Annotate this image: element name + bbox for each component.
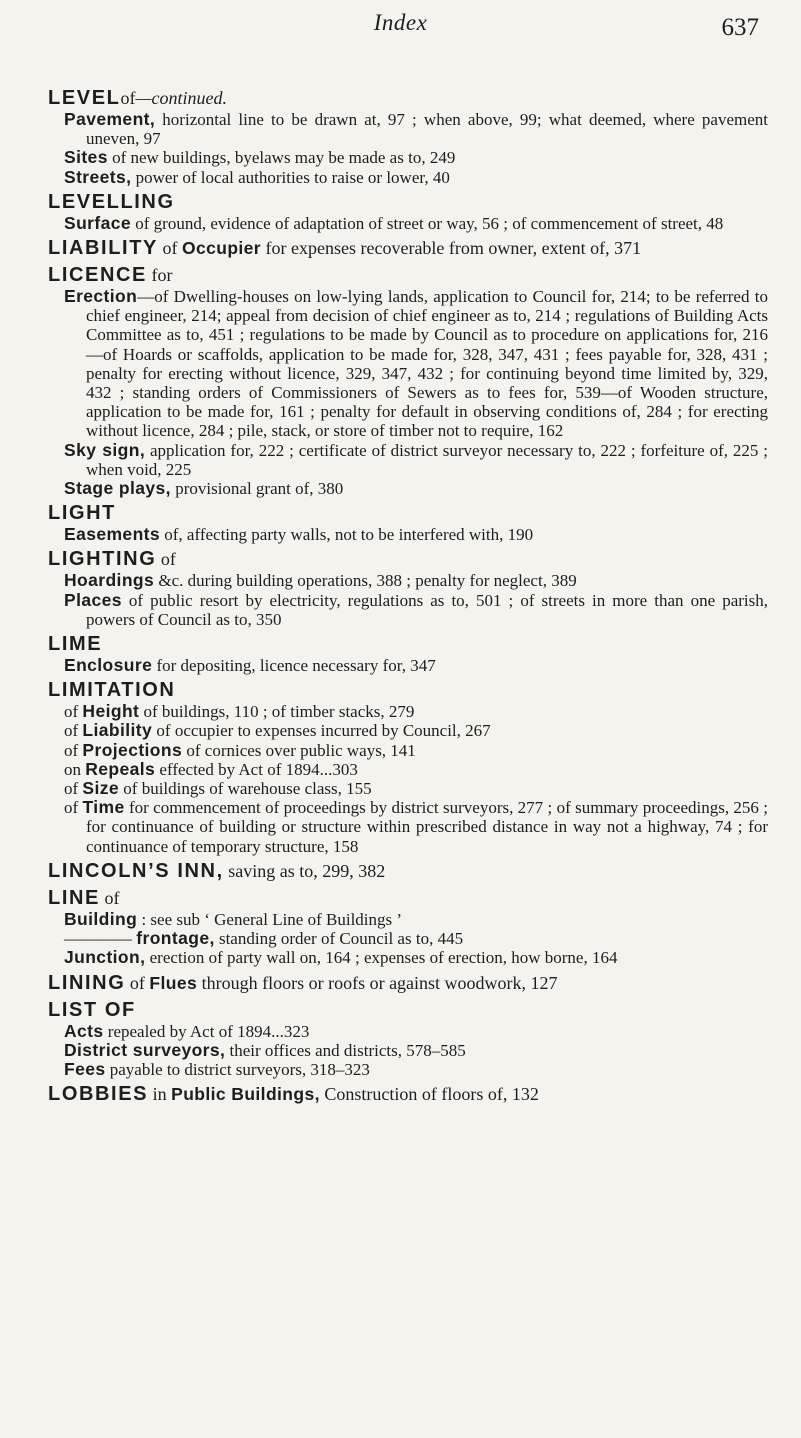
index-entry [64, 571, 768, 590]
index-heading [48, 190, 768, 214]
index-entry [64, 168, 768, 187]
heading-term: LEVEL [48, 87, 121, 109]
index-heading [48, 236, 768, 260]
heading-suffix: of [99, 887, 120, 908]
index-heading [48, 886, 768, 910]
entry-prefix: of [64, 779, 83, 799]
entry-text: : see sub ‘ General Line of Buildings ’ [137, 909, 403, 929]
index-group [48, 190, 768, 233]
index-group [48, 971, 768, 995]
index-entry [64, 479, 768, 498]
index-group [48, 263, 768, 498]
index-entry [64, 1041, 768, 1060]
entry-keyword: Building [64, 908, 138, 929]
heading-term: LOBBIES [48, 1083, 149, 1106]
entry-prefix: of [64, 702, 83, 722]
heading-suffix: of [120, 88, 136, 108]
index-group [48, 501, 768, 544]
index-entry [64, 760, 768, 779]
index-entry [64, 287, 768, 441]
entry-text: erection of party wall on, 164 ; expenses of erection, how borne, 164 [145, 948, 618, 968]
index-heading [48, 859, 768, 883]
entry-text: —of Dwelling-houses on low-lying lands, application to Council for, 214; to be referred to chief engineer, 214; appeal from decision of chief engineer as to, 214 ; regulations of Building Acts Committee as to, 451 ; regulations to be made by Council as to procedure on applications for, 216—of Hoards or scaffolds, application to be made for, 328, 347, 431 ; fees payable for, 328, 431 ; penalty for erecting without licence, 329, 347, 432 ; for continuing beyond time limited by, 329, 432 ; standing orders of Commissioners of Sewers as to fees for, 539—of Wooden structure, application to be made for, 161 ; penalty for default in observing conditions of, 284 ; for erecting without licence, 284 ; pile, stack, or store of timber not to require, 162 [86, 287, 768, 441]
heading-term: LIGHTING [48, 548, 157, 571]
index-entry [64, 441, 768, 479]
heading-term: LICENCE [48, 264, 147, 287]
entry-prefix: of [64, 798, 83, 818]
heading-term: LINING [48, 971, 126, 994]
index-entry [64, 591, 768, 629]
entry-keyword: Junction, [64, 947, 146, 968]
entry-keyword: frontage, [136, 928, 215, 949]
index-entry [64, 948, 768, 967]
index-group [48, 547, 768, 629]
index-entry [64, 148, 768, 167]
entry-prefix: of [64, 721, 83, 741]
heading-suffix: for [146, 265, 173, 286]
heading-term: LEVELLING [48, 190, 175, 213]
index-group [48, 86, 768, 187]
index-heading [48, 86, 768, 110]
entry-text: of, affecting party walls, not to be interfered with, 190 [160, 525, 534, 545]
entry-keyword: Sky sign, [64, 439, 146, 460]
heading-suffix: saving as to, 299, 382 [223, 860, 386, 881]
entry-text: application for, 222 ; certificate of district surveyor necessary to, 222 ; forfeiture of, 225 ; when void, 225 [86, 440, 769, 479]
heading-term: LIME [48, 633, 103, 656]
entry-keyword: Stage plays, [64, 478, 171, 499]
heading-suffix: of [156, 549, 176, 570]
heading-keyword: Public Buildings, [171, 1084, 320, 1105]
entry-text: of occupier to expenses incurred by Council, 267 [152, 721, 491, 741]
index-group [48, 998, 768, 1080]
entry-keyword: Enclosure [64, 655, 153, 676]
index-heading [48, 547, 768, 571]
index-group [48, 632, 768, 675]
entry-text: horizontal line to be drawn at, 97 ; when above, 99; what deemed, where pavement uneven, 97 [86, 110, 768, 149]
entry-keyword: Easements [64, 524, 161, 545]
index-heading [48, 998, 768, 1022]
entry-keyword: Fees [64, 1058, 106, 1079]
index-heading [48, 678, 768, 702]
entry-text: power of local authorities to raise or lower, 40 [131, 167, 450, 187]
index-entry [64, 910, 768, 929]
entry-prefix: of [64, 740, 83, 760]
entry-text: standing order of Council as to, 445 [214, 929, 464, 949]
index-heading [48, 263, 768, 287]
index-entry [64, 525, 768, 544]
index-heading [48, 971, 768, 995]
entry-keyword: Size [82, 778, 120, 799]
running-header [0, 8, 801, 48]
heading-keyword: Flues [149, 972, 198, 993]
index-entry [64, 741, 768, 760]
page-title: Index [373, 10, 428, 35]
entry-keyword: Projections [82, 739, 183, 760]
heading-suffix: in [148, 1084, 172, 1105]
entry-text: for depositing, licence necessary for, 347 [152, 656, 436, 676]
entry-keyword: Acts [64, 1020, 104, 1041]
entry-keyword: Streets, [64, 166, 132, 187]
heading-tail: through floors or roofs or against woodwork, 127 [197, 972, 558, 993]
entry-text: of ground, evidence of adaptation of street or way, 56 ; of commencement of street, 48 [131, 213, 724, 233]
heading-continued: —continued. [135, 88, 227, 108]
entry-text: of public resort by electricity, regulations as to, 501 ; of streets in more than one parish, powers of Council as to, 350 [86, 590, 768, 629]
entry-keyword: District surveyors, [64, 1039, 226, 1060]
entry-prefix: ———— [64, 929, 137, 949]
entry-text: for commencement of proceedings by district surveyors, 277 ; of summary proceedings, 256 ; for continuance of building or structure within prescribed distance in way not a highway, 74 ; for continuance of temporary structure, 158 [86, 798, 768, 856]
heading-term: LIMITATION [48, 679, 176, 702]
index-body [48, 83, 768, 1106]
entry-text: of buildings of warehouse class, 155 [119, 779, 372, 799]
entry-text: repealed by Act of 1894...323 [103, 1021, 310, 1041]
index-entry [64, 110, 768, 148]
entry-text: payable to district surveyors, 318–323 [105, 1059, 370, 1079]
index-entry [64, 721, 768, 740]
entry-keyword: Hoardings [64, 570, 155, 591]
heading-suffix: of [157, 238, 182, 259]
heading-suffix: of [125, 972, 150, 993]
index-group [48, 886, 768, 968]
page-number: 637 [721, 14, 759, 41]
index-entry [64, 929, 768, 948]
index-group [48, 678, 768, 856]
entry-keyword: Places [64, 589, 122, 610]
entry-text: of new buildings, byelaws may be made as to, 249 [107, 148, 456, 168]
entry-keyword: Height [82, 701, 140, 722]
index-entry [64, 1022, 768, 1041]
index-heading [48, 501, 768, 525]
entry-keyword: Liability [82, 720, 153, 741]
entry-keyword: Pavement, [64, 109, 156, 129]
entry-keyword: Time [82, 797, 125, 818]
index-heading [48, 632, 768, 656]
entry-text: of buildings, 110 ; of timber stacks, 279 [139, 702, 415, 722]
entry-keyword: Repeals [85, 758, 156, 779]
index-group [48, 236, 768, 260]
heading-term: LINE [48, 886, 100, 909]
entry-keyword: Sites [64, 147, 108, 168]
index-entry [64, 214, 768, 233]
entry-keyword: Surface [64, 212, 131, 233]
heading-term: LIST OF [48, 998, 136, 1021]
entry-text: &c. during building operations, 388 ; penalty for neglect, 389 [154, 571, 577, 591]
index-group [48, 1082, 768, 1106]
heading-keyword: Occupier [181, 238, 262, 259]
index-entry [64, 1060, 768, 1079]
index-entry [64, 702, 768, 721]
entry-text: effected by Act of 1894...303 [155, 759, 358, 779]
index-entry [64, 656, 768, 675]
entry-prefix: on [64, 759, 86, 779]
heading-tail: for expenses recoverable from owner, extent of, 371 [261, 238, 642, 259]
entry-text: of cornices over public ways, 141 [182, 740, 416, 760]
heading-tail: Construction of floors of, 132 [319, 1084, 539, 1105]
heading-term: LIGHT [48, 502, 116, 525]
entry-keyword: Erection [64, 286, 138, 307]
heading-term: LINCOLN’S INN, [48, 859, 224, 882]
index-entry [64, 779, 768, 798]
index-heading [48, 1082, 768, 1106]
entry-text: provisional grant of, 380 [170, 479, 344, 499]
index-entry [64, 798, 768, 856]
heading-term: LIABILITY [48, 237, 158, 260]
entry-text: their offices and districts, 578–585 [225, 1040, 466, 1060]
index-group [48, 859, 768, 883]
